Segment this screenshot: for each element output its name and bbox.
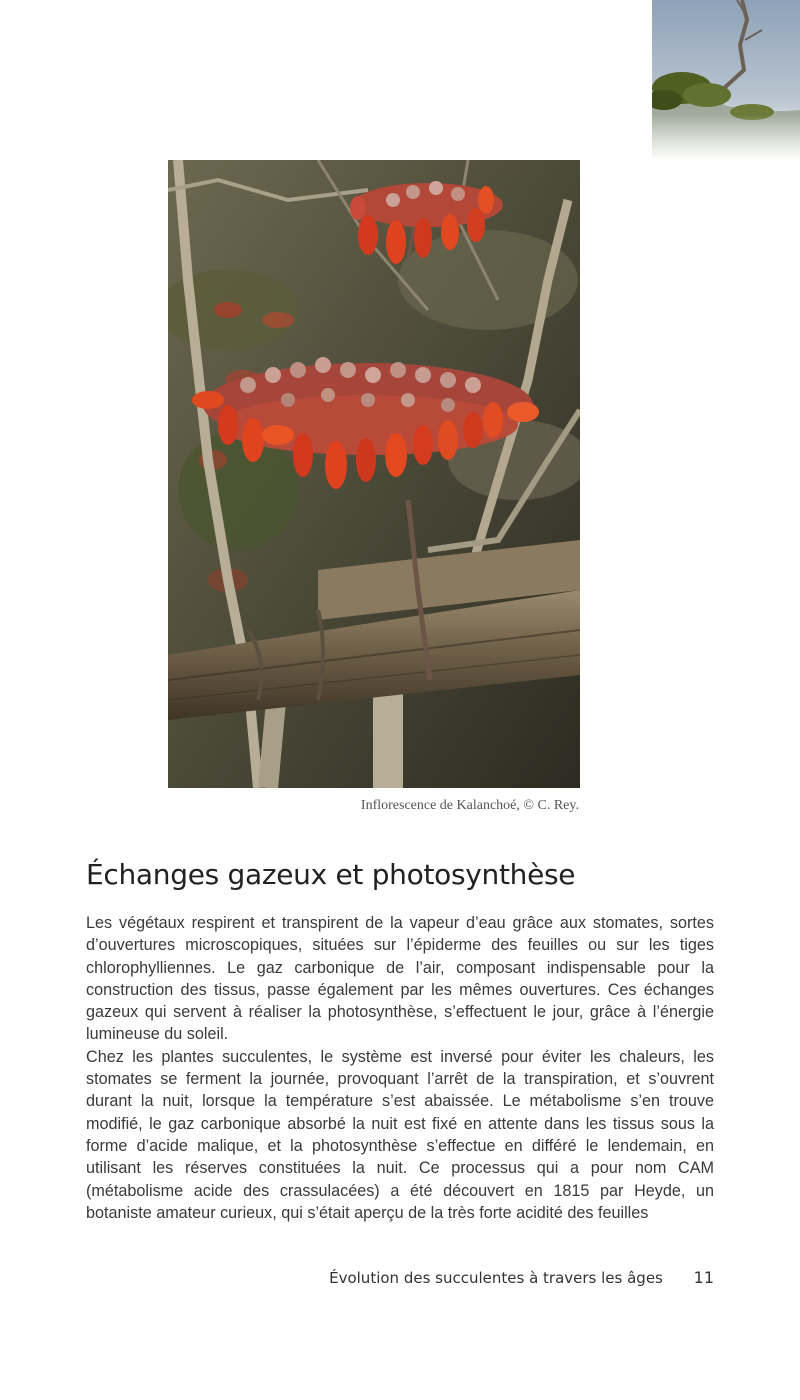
- page-number: 11: [693, 1268, 714, 1287]
- section-title: Échanges gazeux et photosynthèse: [86, 858, 576, 891]
- body-text: [86, 912, 714, 1224]
- paragraph-2: Chez les plantes succulentes, le système est inversé pour éviter les chaleurs, les stomates se ferment la journée, provoquant l’arrêt de la transpiration, et s’ouvrent durant la nuit, lorsque la température s’est abaissée. Le métabolisme s’en trouve modifié, le gaz carbonique absorbé la nuit est fixé en attente dans les tissus sous la forme d’acide malique, et la photosynthèse s’effectue en différé le lendemain, en utilisant les réserves constituées la nuit. Ce processus qui a pour nom CAM (métabolisme acide des crassulacées) a été découvert en 1815 par Heyde, un botaniste amateur curieux, qui s’était aperçu de la très forte acidité des feuilles: [86, 1047, 714, 1222]
- figure-caption: Inflorescence de Kalanchoé, © C. Rey.: [360, 798, 579, 813]
- corner-tree-photo: [652, 0, 800, 160]
- paragraph-1: Les végétaux respirent et transpirent de la vapeur d’eau grâce aux stomates, sortes d’ouvertures microscopiques, situées sur l’épiderme des feuilles ou sur les tiges chlorophylliennes. Le gaz carbonique de l’air, composant indispensable pour la construction des tissus, passe également par les mêmes ouvertures. Ces échanges gazeux qui servent à réaliser la photosynthèse, s’effectuent le jour, grâce à l’énergie lumineuse du soleil.: [86, 914, 714, 1044]
- running-title: Évolution des succulentes à travers les âges: [329, 1269, 663, 1287]
- kalanchoe-photo: [168, 160, 580, 788]
- page-footer: [86, 1268, 714, 1287]
